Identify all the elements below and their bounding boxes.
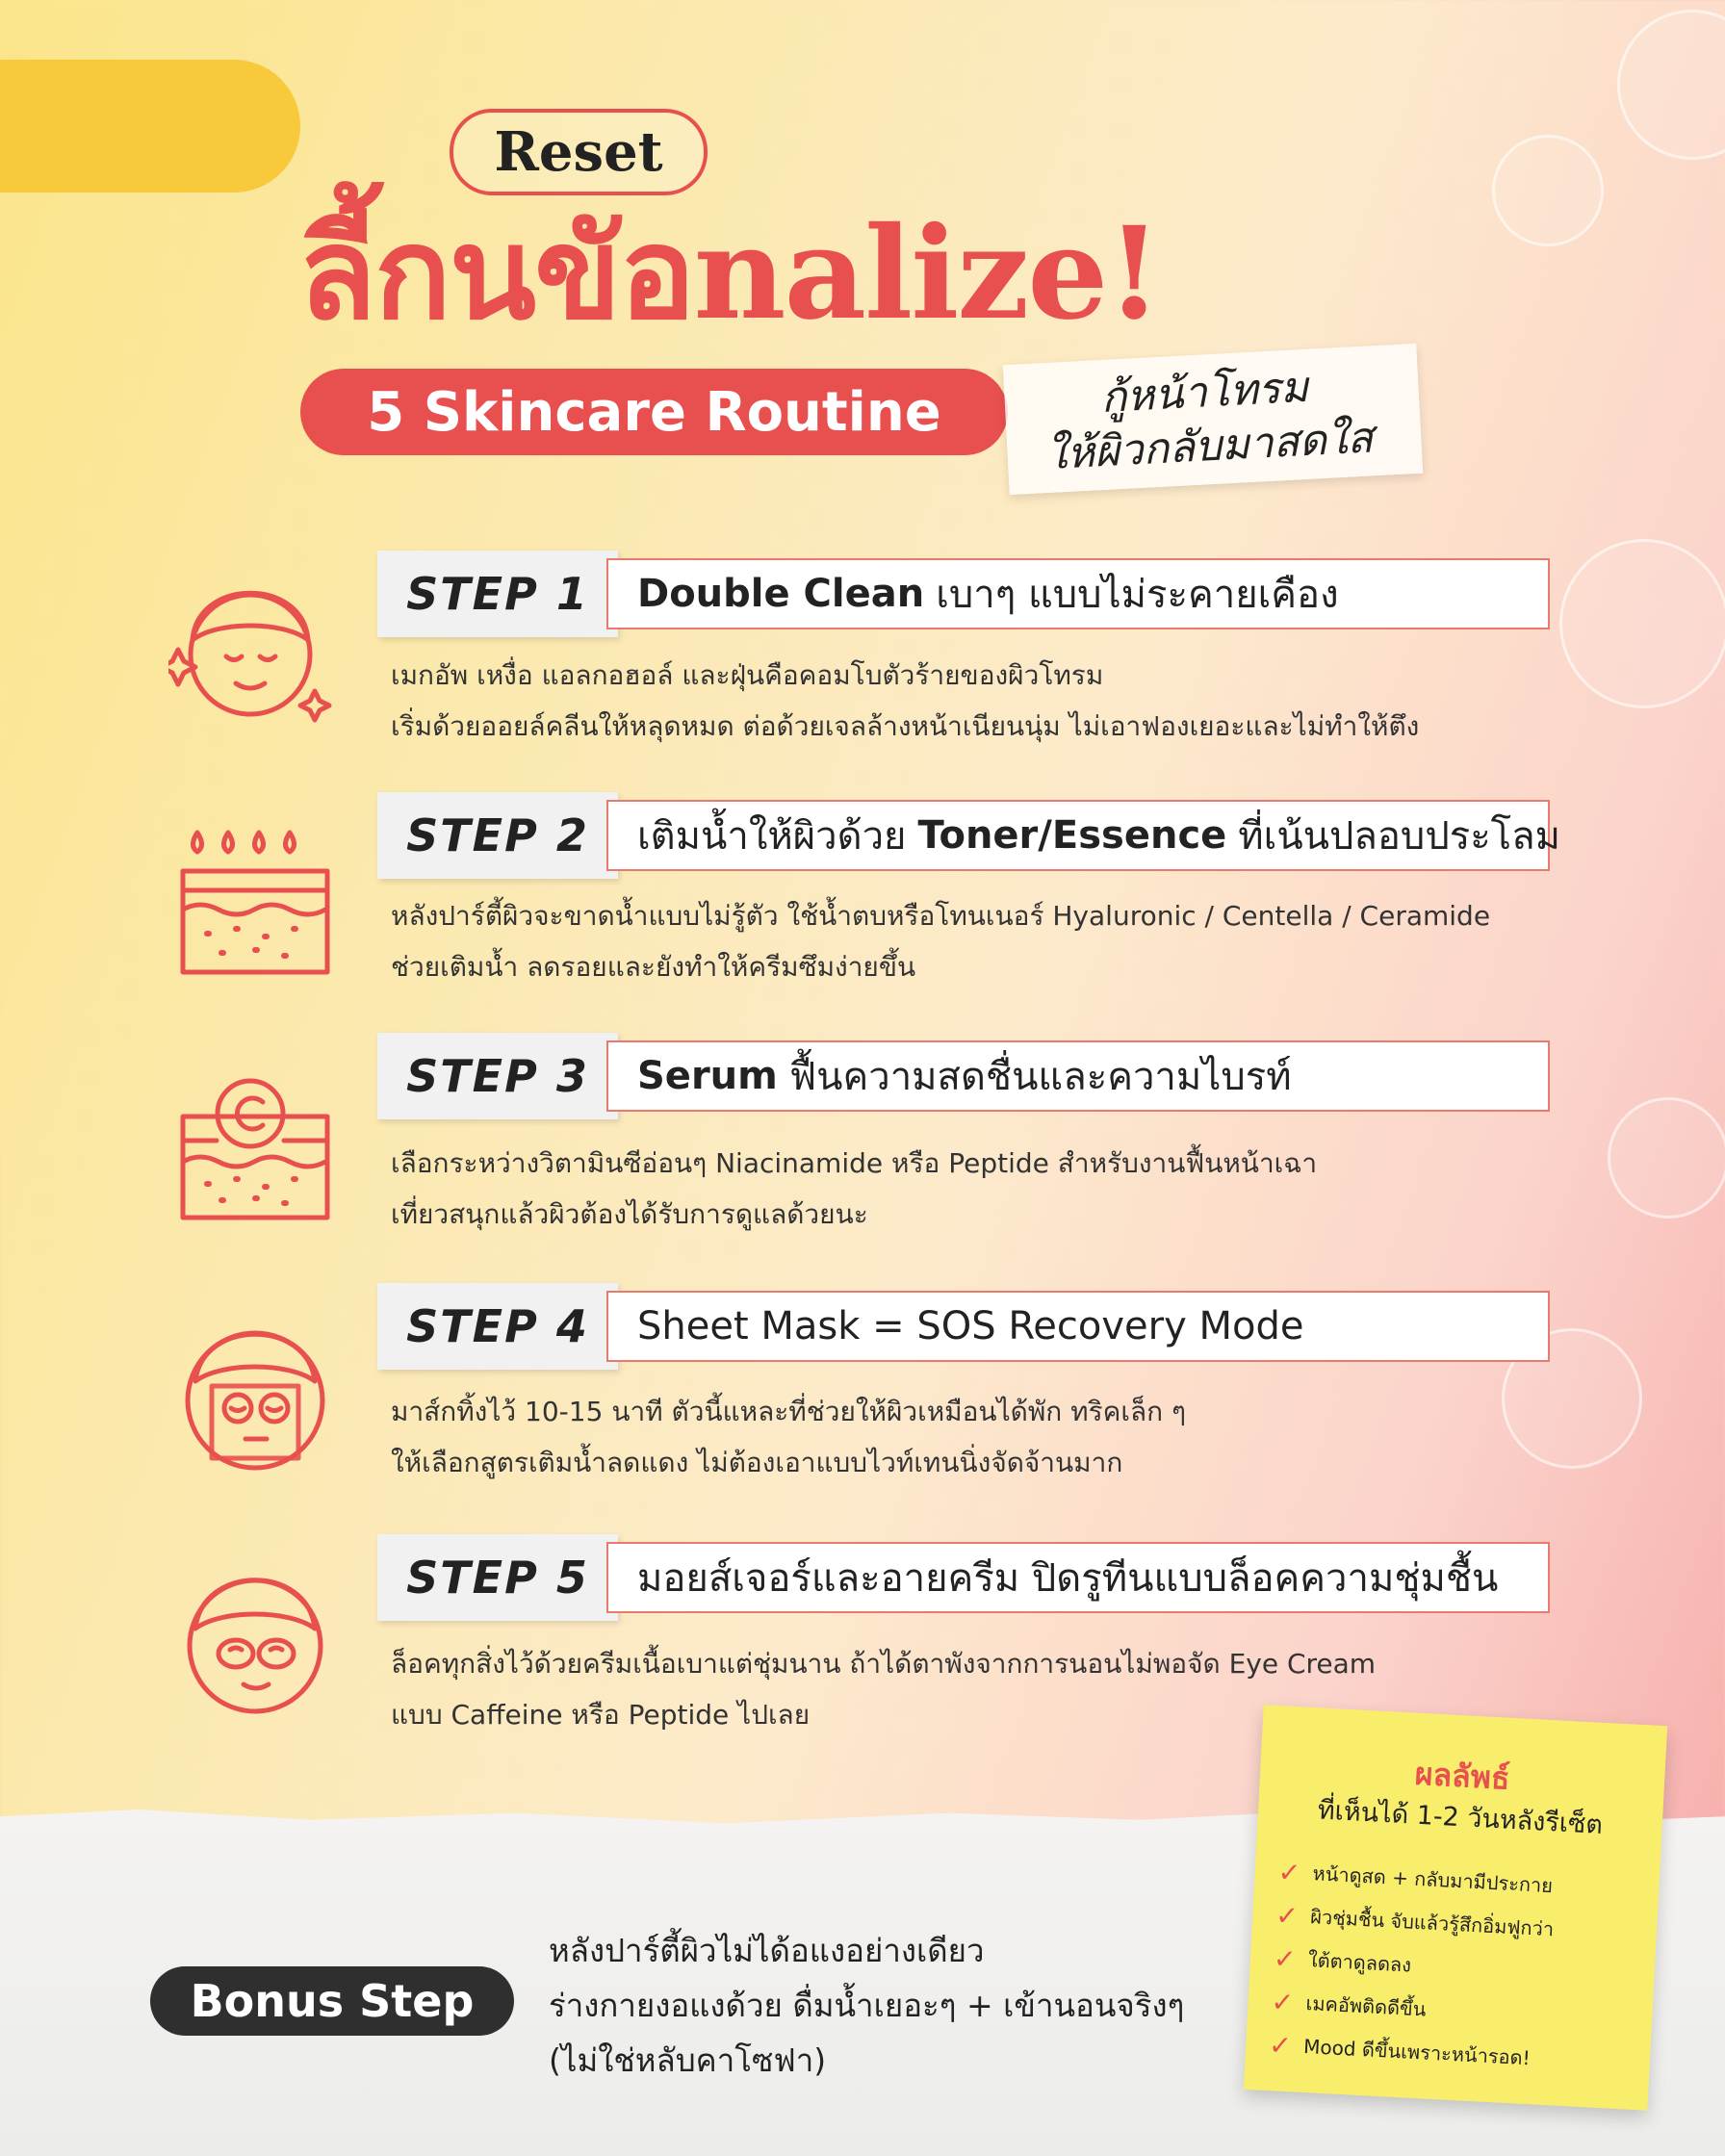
step-3-label: STEP 3: [377, 1033, 618, 1119]
decor-bubble: [1608, 1097, 1725, 1219]
step-3-title-bold: Serum: [637, 1054, 778, 1098]
step-5-header: [377, 1534, 1550, 1613]
bonus-line-2: ร่างกายงอแงด้วย ดื่มน้ำเยอะๆ + เข้านอนจริงๆ: [549, 1987, 1185, 2024]
routine-badge: 5 Skincare Routine: [300, 369, 1008, 455]
step-5-desc-line-2: แบบ Caffeine หรือ Peptide ไปเลย: [391, 1699, 811, 1731]
step-3-description: [391, 1138, 1575, 1240]
decor-bubble: [1559, 539, 1725, 708]
results-sticky-note: [1244, 1705, 1667, 2110]
step-2-desc-line-1: หลังปาร์ตี้ผิวจะขาดน้ำแบบไม่รู้ตัว ใช้น้ำตบหรือโทนเนอร์ Hyaluronic / Centella / Ceramide: [391, 900, 1491, 932]
step-4-desc-line-2: ให้เลือกสูตรเติมน้ำลดแดง ไม่ต้องเอาแบบไวท์เทนนิ่งจัดจ้านมาก: [391, 1447, 1123, 1478]
tagline-line-1: กู้หน้าโทรม: [1099, 362, 1310, 423]
result-item-text: เมคอัพติดดีขึ้น: [1304, 1991, 1427, 2021]
bonus-line-1: หลังปาร์ตี้ผิวไม่ได้อแงอย่างเดียว: [549, 1932, 985, 1969]
result-item-text: หน้าดูสด + กลับมามีประกาย: [1312, 1861, 1554, 1898]
step-2-title-bar: [606, 800, 1561, 871]
step-5-title-rest: มอยส์เจอร์และอายครีม ปิดรูทีนแบบล็อคความชุ่มชื้น: [637, 1556, 1499, 1601]
step-5-label: STEP 5: [377, 1534, 618, 1621]
decor-bubble: [1617, 10, 1725, 160]
results-subtitle: ที่เห็นได้ 1-2 วันหลังรีเซ็ต: [1317, 1795, 1604, 1840]
step-5-title-bar: [606, 1542, 1550, 1613]
step-1-desc-line-1: เมกอัพ เหงื่อ แอลกอฮอล์ และฝุ่นคือคอมโบตัวร้ายของผิวโทรม: [391, 659, 1104, 691]
result-item-text: ผิวชุ่มชื้น จับแล้วรู้สึกอิ่มฟูกว่า: [1309, 1905, 1555, 1941]
step-1-title-rest: เบาๆ แบบไม่ระคายเคือง: [936, 573, 1339, 617]
face-eye-patch-icon: [178, 1540, 342, 1732]
face-towel-sparkle-icon: [168, 549, 332, 741]
results-list: [1268, 1850, 1654, 2086]
bonus-line-3: (ไม่ใช่หลับคาโซฟา): [549, 2041, 827, 2079]
skin-layer-droplets-icon: [178, 823, 342, 1015]
step-3-title-bar: [606, 1040, 1550, 1112]
step-3-title-rest: ฟื้นความสดชื่นและความไบรท์: [788, 1055, 1292, 1099]
step-2-title-pre: เติมน้ำให้ผิวด้วย: [637, 814, 907, 859]
step-1-desc-line-2: เริ่มด้วยออยล์คลีนให้หลุดหมด ต่อด้วยเจลล้างหน้าเนียนนุ่ม ไม่เอาฟองเยอะและไม่ทำให้ตึง: [391, 710, 1420, 742]
result-item-text: Mood ดีขึ้นเพราะหน้ารอด!: [1302, 2034, 1532, 2070]
step-2-title-rest: ที่เน้นปลอบประโลม: [1238, 814, 1561, 859]
step-1-description: [391, 650, 1575, 752]
page-title: ลี้กนขัอnalize!: [298, 199, 1161, 348]
bonus-step-text: [549, 1923, 1242, 2088]
reset-badge: Reset: [450, 109, 708, 195]
step-4-label: STEP 4: [377, 1283, 618, 1370]
checkmark-icon: ✓: [1273, 1942, 1298, 1976]
step-3-header: [377, 1033, 1550, 1112]
step-4-desc-line-1: มาส์กทิ้งไว้ 10-15 นาที ตัวนี้แหละที่ช่วยให้ผิวเหมือนได้พัก ทริคเล็ก ๆ: [391, 1396, 1186, 1427]
step-2-description: [391, 890, 1575, 992]
yellow-corner-tab: [0, 60, 300, 192]
checkmark-icon: ✓: [1276, 1856, 1301, 1889]
bonus-step-badge: Bonus Step: [150, 1966, 514, 2036]
results-title: ผลลัพธ์: [1413, 1755, 1511, 1797]
step-3-desc-line-1: เลือกระหว่างวิตามินซีอ่อนๆ Niacinamide หรือ Peptide สำหรับงานฟื้นหน้าเฉา: [391, 1147, 1318, 1179]
checkmark-icon: ✓: [1274, 1899, 1300, 1933]
result-item-text: ใต้ตาดูลดลง: [1307, 1948, 1412, 1977]
checkmark-icon: ✓: [1268, 2029, 1293, 2063]
step-2-desc-line-2: ช่วยเติมน้ำ ลดรอยและยังทำให้ครีมซึมง่ายขึ้น: [391, 951, 916, 983]
step-2-title-bold: Toner/Essence: [917, 813, 1227, 858]
step-5-desc-line-1: ล็อคทุกสิ่งไว้ด้วยครีมเนื้อเบาแต่ชุ่มนาน ถ้าได้ตาพังจากการนอนไม่พอจัด Eye Cream: [391, 1648, 1377, 1680]
face-sheet-mask-icon: [178, 1295, 342, 1487]
step-4-title-rest: Sheet Mask = SOS Recovery Mode: [637, 1304, 1304, 1348]
step-3-desc-line-2: เที่ยวสนุกแล้วผิวต้องได้รับการดูแลด้วยนะ: [391, 1198, 868, 1230]
checkmark-icon: ✓: [1270, 1986, 1295, 2019]
decor-bubble: [1492, 135, 1604, 246]
step-1-header: [377, 551, 1550, 629]
tagline-line-2: ให้ผิวกลับมาสดใส: [1044, 412, 1375, 479]
step-1-title-bold: Double Clean: [637, 572, 925, 616]
step-2-label: STEP 2: [377, 792, 618, 879]
step-4-header: [377, 1283, 1550, 1362]
step-2-header: [377, 792, 1561, 871]
step-1-label: STEP 1: [377, 551, 618, 637]
step-4-description: [391, 1386, 1575, 1488]
handwritten-tagline-card: [1003, 344, 1423, 495]
step-4-title-bar: [606, 1291, 1550, 1362]
skin-layer-vitamin-c-icon: [178, 1073, 342, 1266]
step-1-title-bar: [606, 558, 1550, 629]
